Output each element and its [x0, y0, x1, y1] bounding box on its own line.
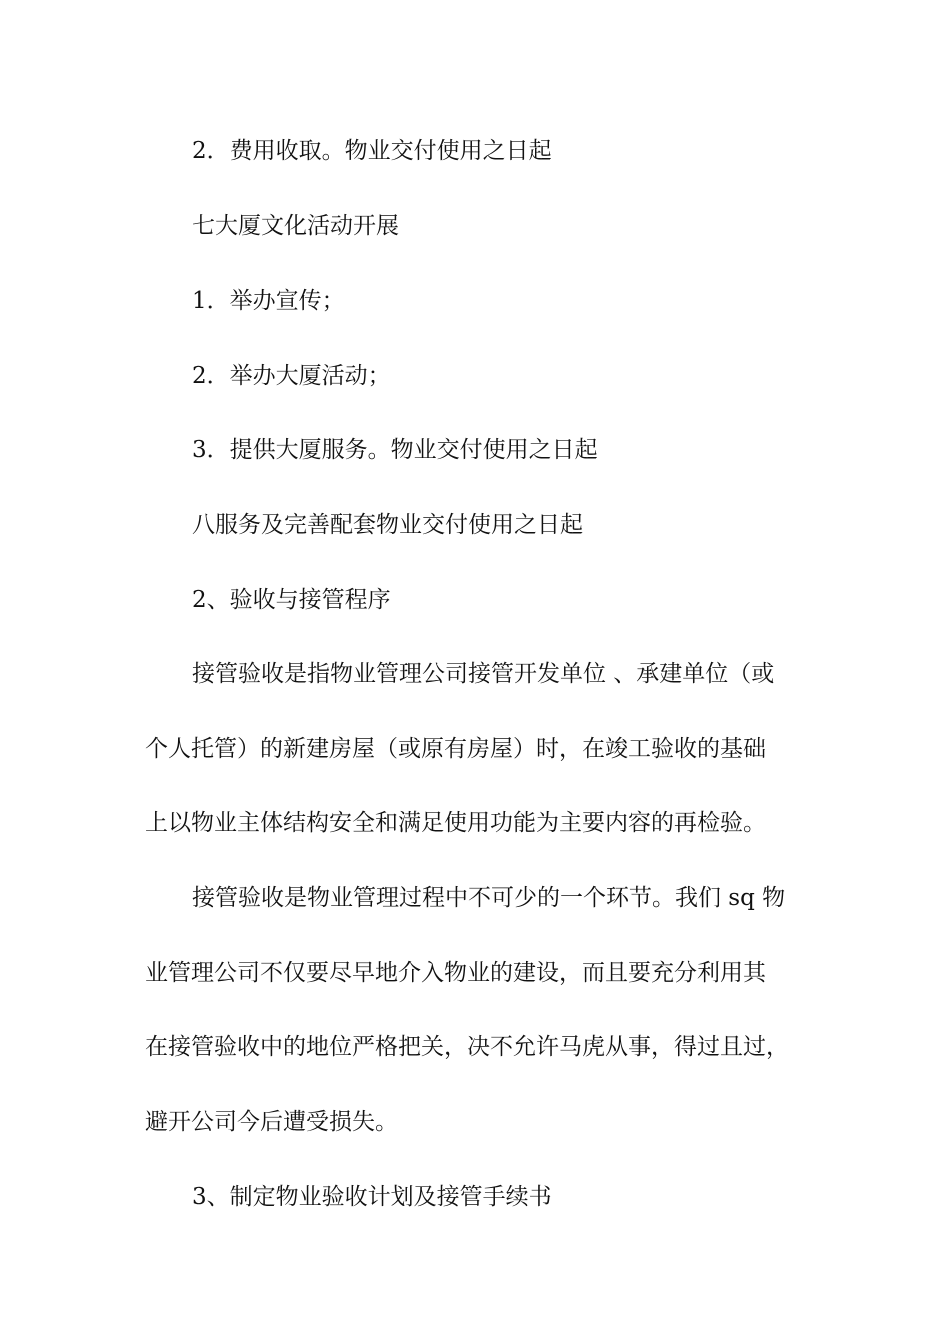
paragraph-importance-line-1: 接管验收是物业管理过程中不可少的一个环节。我们 sq 物 — [192, 885, 786, 911]
section-heading-acceptance-plan: 3、制定物业验收计划及接管手续书 — [192, 1184, 552, 1210]
paragraph-cultural-activities-heading: 七大厦文化活动开展 — [192, 213, 399, 239]
paragraph-list-item-2: 2．举办大厦活动； — [192, 363, 391, 389]
paragraph-definition-line-3: 上以物业主体结构安全和满足使用功能为主要内容的再检验。 — [145, 810, 766, 836]
paragraph-importance-line-2: 业管理公司不仅要尽早地介入物业的建设，而且要充分利用其 — [145, 960, 766, 986]
paragraph-fee-collection: 2．费用收取。物业交付使用之日起 — [192, 138, 552, 164]
paragraph-services-heading: 八服务及完善配套物业交付使用之日起 — [192, 512, 583, 538]
paragraph-list-item-1: 1．举办宣传； — [192, 288, 345, 314]
paragraph-importance-line-4: 避开公司今后遭受损失。 — [145, 1109, 398, 1135]
paragraph-definition-line-2: 个人托管）的新建房屋（或原有房屋）时，在竣工验收的基础 — [145, 736, 766, 762]
section-heading-acceptance-procedure: 2、验收与接管程序 — [192, 587, 391, 613]
paragraph-importance-line-3: 在接管验收中的地位严格把关，决不允许马虎从事，得过且过， — [145, 1034, 789, 1060]
paragraph-definition-line-1: 接管验收是指物业管理公司接管开发单位 、承建单位（或 — [192, 661, 775, 687]
paragraph-list-item-3: 3．提供大厦服务。物业交付使用之日起 — [192, 437, 598, 463]
